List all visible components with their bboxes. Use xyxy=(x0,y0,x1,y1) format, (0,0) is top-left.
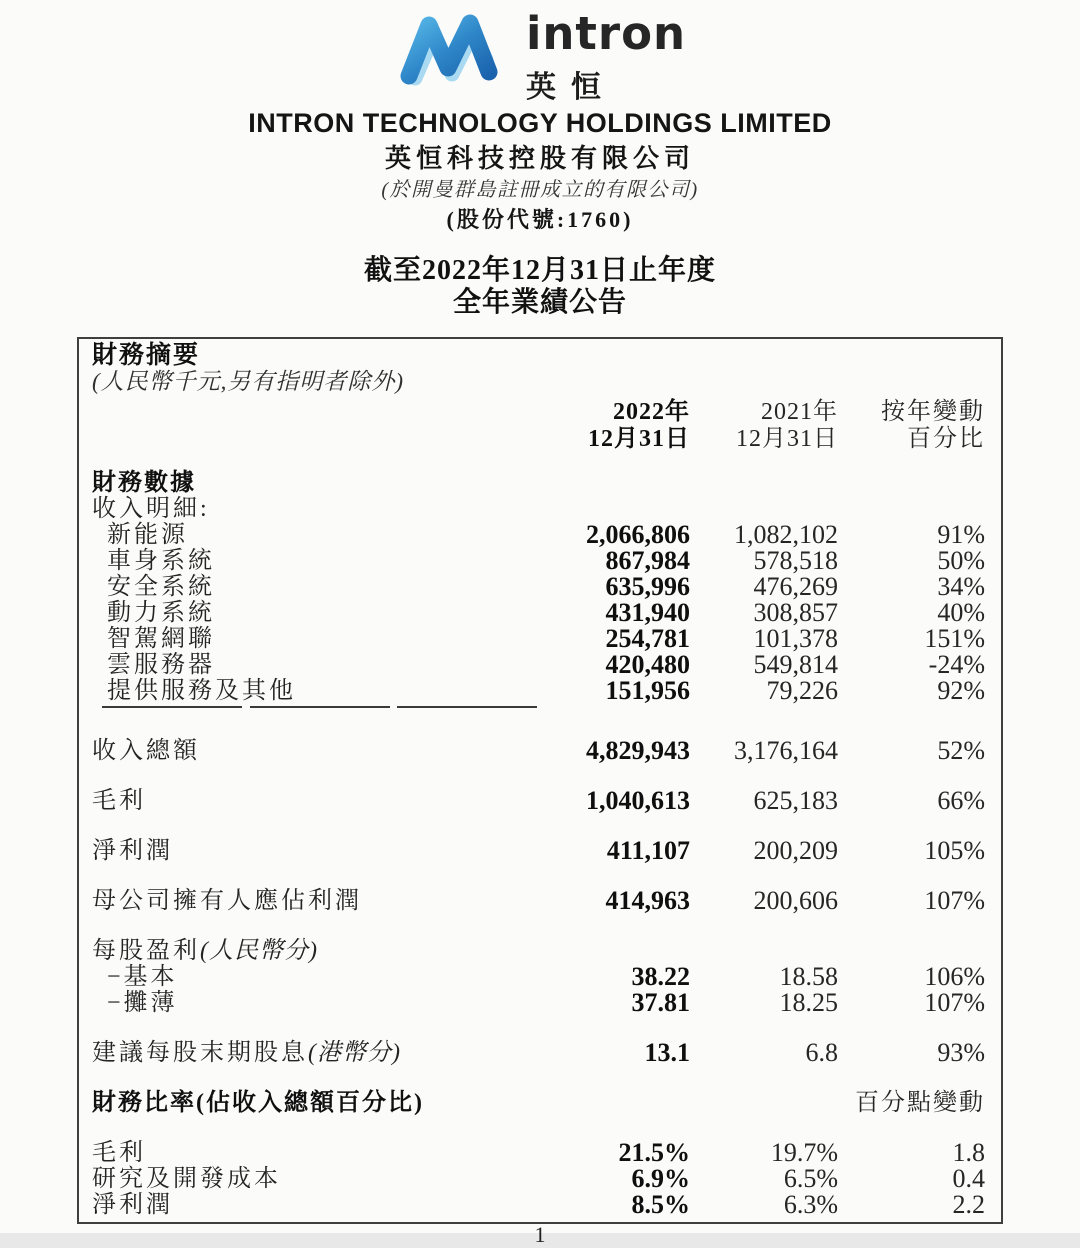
stock-code: (股份代號:1760) xyxy=(446,207,634,232)
row-label-text: 建議每股末期股息 xyxy=(92,1040,308,1066)
row-label xyxy=(92,1090,540,1116)
table-row xyxy=(92,548,985,574)
value-2022: 411,107 xyxy=(606,836,690,865)
column-header-change xyxy=(838,399,985,453)
row-label xyxy=(92,626,540,652)
financial-summary-box xyxy=(77,337,1003,1224)
value-2021 xyxy=(690,496,838,522)
value-2022: 6.9% xyxy=(631,1164,690,1193)
value-2022: 38.22 xyxy=(631,962,690,991)
row-label xyxy=(92,838,540,864)
value-2021 xyxy=(690,938,838,964)
value-change: 50% xyxy=(937,546,985,575)
row-label-text: 淨利潤 xyxy=(92,838,173,864)
row-label-text: 安全系統 xyxy=(107,574,215,600)
value-2022: 254,781 xyxy=(605,624,690,653)
value-change: 66% xyxy=(937,786,985,815)
column-header-change-line1: 按年變動 xyxy=(881,399,985,425)
table-row xyxy=(92,652,985,678)
value-change xyxy=(838,938,985,964)
value-2022: 431,940 xyxy=(605,598,690,627)
row-label xyxy=(92,522,540,548)
row-label-text: 毛利 xyxy=(92,788,146,814)
column-header-2022-date: 12月31日 xyxy=(588,426,690,452)
value-2022: 867,984 xyxy=(605,546,690,575)
row-label-note: (人民幣分) xyxy=(200,938,318,964)
row-label xyxy=(92,496,540,522)
value-2021: 79,226 xyxy=(766,676,838,705)
table-row xyxy=(92,496,985,522)
company-name-en: INTRON TECHNOLOGY HOLDINGS LIMITED xyxy=(248,108,832,138)
table-row xyxy=(92,964,985,990)
column-sum-rule xyxy=(397,706,537,708)
value-change: -24% xyxy=(928,650,985,679)
row-label-text: −基本 xyxy=(107,964,178,990)
table-row xyxy=(92,1140,985,1166)
column-header-2021-date: 12月31日 xyxy=(736,426,838,452)
row-label-text: 新能源 xyxy=(107,522,188,548)
value-2022: 8.5% xyxy=(631,1190,690,1219)
value-2022: 37.81 xyxy=(631,988,690,1017)
value-2021: 101,378 xyxy=(753,624,838,653)
row-label-text: 研究及開發成本 xyxy=(92,1166,281,1192)
column-sum-rule xyxy=(102,706,242,708)
sum-rule-row xyxy=(92,706,985,714)
row-label xyxy=(92,600,540,626)
row-label xyxy=(92,678,540,704)
value-2021: 1,082,102 xyxy=(734,520,838,549)
brand-name: intron xyxy=(525,7,687,60)
value-change: 106% xyxy=(924,962,985,991)
value-2021: 19.7% xyxy=(770,1138,838,1167)
summary-heading: 財務摘要 xyxy=(92,342,201,369)
summary-heading-row xyxy=(92,343,985,369)
table-row xyxy=(92,838,985,864)
row-label-text: 提供服務及其他 xyxy=(107,678,296,704)
column-header-2021-year: 2021年 xyxy=(761,399,838,425)
column-header-2022-year: 2022年 xyxy=(613,399,690,425)
row-label-text: 財務數據 xyxy=(92,470,196,496)
value-2021: 476,269 xyxy=(753,572,838,601)
company-logo xyxy=(0,0,1080,105)
value-change: 107% xyxy=(924,886,985,915)
summary-rows xyxy=(92,470,985,1218)
value-2021: 625,183 xyxy=(753,786,838,815)
value-2021 xyxy=(690,1090,838,1116)
value-change: 92% xyxy=(937,676,985,705)
row-label xyxy=(92,964,540,990)
row-label-text: 毛利 xyxy=(92,1140,146,1166)
value-2022: 420,480 xyxy=(605,650,690,679)
value-2022: 414,963 xyxy=(605,886,690,915)
table-row xyxy=(92,1166,985,1192)
sum-rule-cell xyxy=(390,706,537,714)
sum-rule-cell xyxy=(242,706,390,714)
value-2022 xyxy=(540,1090,690,1116)
document-title-line1: 截至2022年12月31日止年度 xyxy=(363,255,716,286)
value-change: 2.2 xyxy=(952,1190,985,1219)
unit-note-row xyxy=(92,369,985,395)
page-number: 1 xyxy=(534,1222,546,1247)
table-row xyxy=(92,990,985,1016)
row-label-text: 財務比率(佔收入總額百分比) xyxy=(92,1090,424,1116)
table-row xyxy=(92,1040,985,1066)
column-header-2021 xyxy=(690,399,838,453)
value-change: 151% xyxy=(924,624,985,653)
column-header-spacer xyxy=(92,399,540,453)
value-change xyxy=(838,496,985,522)
row-label-text: 動力系統 xyxy=(107,600,215,626)
value-2021: 3,176,164 xyxy=(734,736,838,765)
row-label xyxy=(92,1192,540,1218)
row-label xyxy=(92,788,540,814)
incorporation-note: (於開曼群島註冊成立的有限公司) xyxy=(381,179,699,201)
value-change: 93% xyxy=(937,1038,985,1067)
value-2021: 578,518 xyxy=(753,546,838,575)
value-change: 40% xyxy=(937,598,985,627)
row-label xyxy=(92,938,540,964)
row-label-text: 智駕網聯 xyxy=(107,626,215,652)
row-label xyxy=(92,1140,540,1166)
table-row xyxy=(92,1090,985,1116)
row-label xyxy=(92,652,540,678)
value-change: 52% xyxy=(937,736,985,765)
table-row xyxy=(92,574,985,600)
row-label xyxy=(92,738,540,764)
column-sum-rule xyxy=(250,706,390,708)
row-label-text: 收入總額 xyxy=(92,738,200,764)
row-label xyxy=(92,990,540,1016)
value-change xyxy=(838,470,985,496)
value-2021: 308,857 xyxy=(753,598,838,627)
value-change: 百分點變動 xyxy=(855,1090,985,1116)
value-2022: 1,040,613 xyxy=(586,786,690,815)
value-2021 xyxy=(690,470,838,496)
document-header xyxy=(0,0,1080,319)
table-row xyxy=(92,788,985,814)
row-label-text: 收入明細: xyxy=(92,496,210,522)
row-label-text: 淨利潤 xyxy=(92,1192,173,1218)
value-2022: 2,066,806 xyxy=(586,520,690,549)
row-label-text: 每股盈利 xyxy=(92,938,200,964)
table-row xyxy=(92,938,985,964)
brand-name-cjk: 英恒 xyxy=(525,71,616,105)
value-2022: 4,829,943 xyxy=(586,736,690,765)
table-row xyxy=(92,600,985,626)
table-row xyxy=(92,470,985,496)
row-label xyxy=(92,888,540,914)
value-2022: 635,996 xyxy=(605,572,690,601)
value-change: 105% xyxy=(924,836,985,865)
table-row xyxy=(92,888,985,914)
row-label-text: 母公司擁有人應佔利潤 xyxy=(92,888,362,914)
logo-wave-icon xyxy=(394,10,500,92)
company-name-cjk: 英恒科技控股有限公司 xyxy=(384,144,695,173)
value-2021: 6.8 xyxy=(805,1038,838,1067)
row-label-note: (港幣分) xyxy=(308,1040,401,1066)
sum-rule-cell xyxy=(92,706,242,714)
logo-wordmark xyxy=(525,7,687,106)
value-2022: 13.1 xyxy=(644,1038,690,1067)
value-2021: 6.3% xyxy=(783,1190,838,1219)
value-2022: 21.5% xyxy=(618,1138,690,1167)
column-header-2022 xyxy=(540,399,690,453)
value-2022 xyxy=(540,470,690,496)
table-row xyxy=(92,738,985,764)
unit-note: (人民幣千元,另有指明者除外) xyxy=(92,369,405,394)
value-change: 34% xyxy=(937,572,985,601)
value-2021: 549,814 xyxy=(753,650,838,679)
column-header-row xyxy=(92,399,985,453)
value-change: 0.4 xyxy=(952,1164,985,1193)
row-label xyxy=(92,1166,540,1192)
value-2021: 200,209 xyxy=(753,836,838,865)
table-row xyxy=(92,522,985,548)
value-change: 107% xyxy=(924,988,985,1017)
row-label-text: 車身系統 xyxy=(107,548,215,574)
row-label-text: −攤薄 xyxy=(107,990,178,1016)
row-label xyxy=(92,1040,540,1066)
value-2021: 200,606 xyxy=(753,886,838,915)
value-2022 xyxy=(540,938,690,964)
value-2021: 18.25 xyxy=(779,988,838,1017)
column-header-change-line2: 百分比 xyxy=(907,426,985,452)
document-title-line2: 全年業績公告 xyxy=(452,287,627,318)
value-2022 xyxy=(540,496,690,522)
table-row xyxy=(92,1192,985,1218)
row-label xyxy=(92,470,540,496)
table-row xyxy=(92,678,985,704)
row-label-text: 雲服務器 xyxy=(107,652,215,678)
value-2022: 151,956 xyxy=(605,676,690,705)
value-2021: 6.5% xyxy=(783,1164,838,1193)
table-row xyxy=(92,626,985,652)
value-2021: 18.58 xyxy=(779,962,838,991)
value-change: 91% xyxy=(937,520,985,549)
value-change: 1.8 xyxy=(952,1138,985,1167)
row-label xyxy=(92,574,540,600)
row-label xyxy=(92,548,540,574)
